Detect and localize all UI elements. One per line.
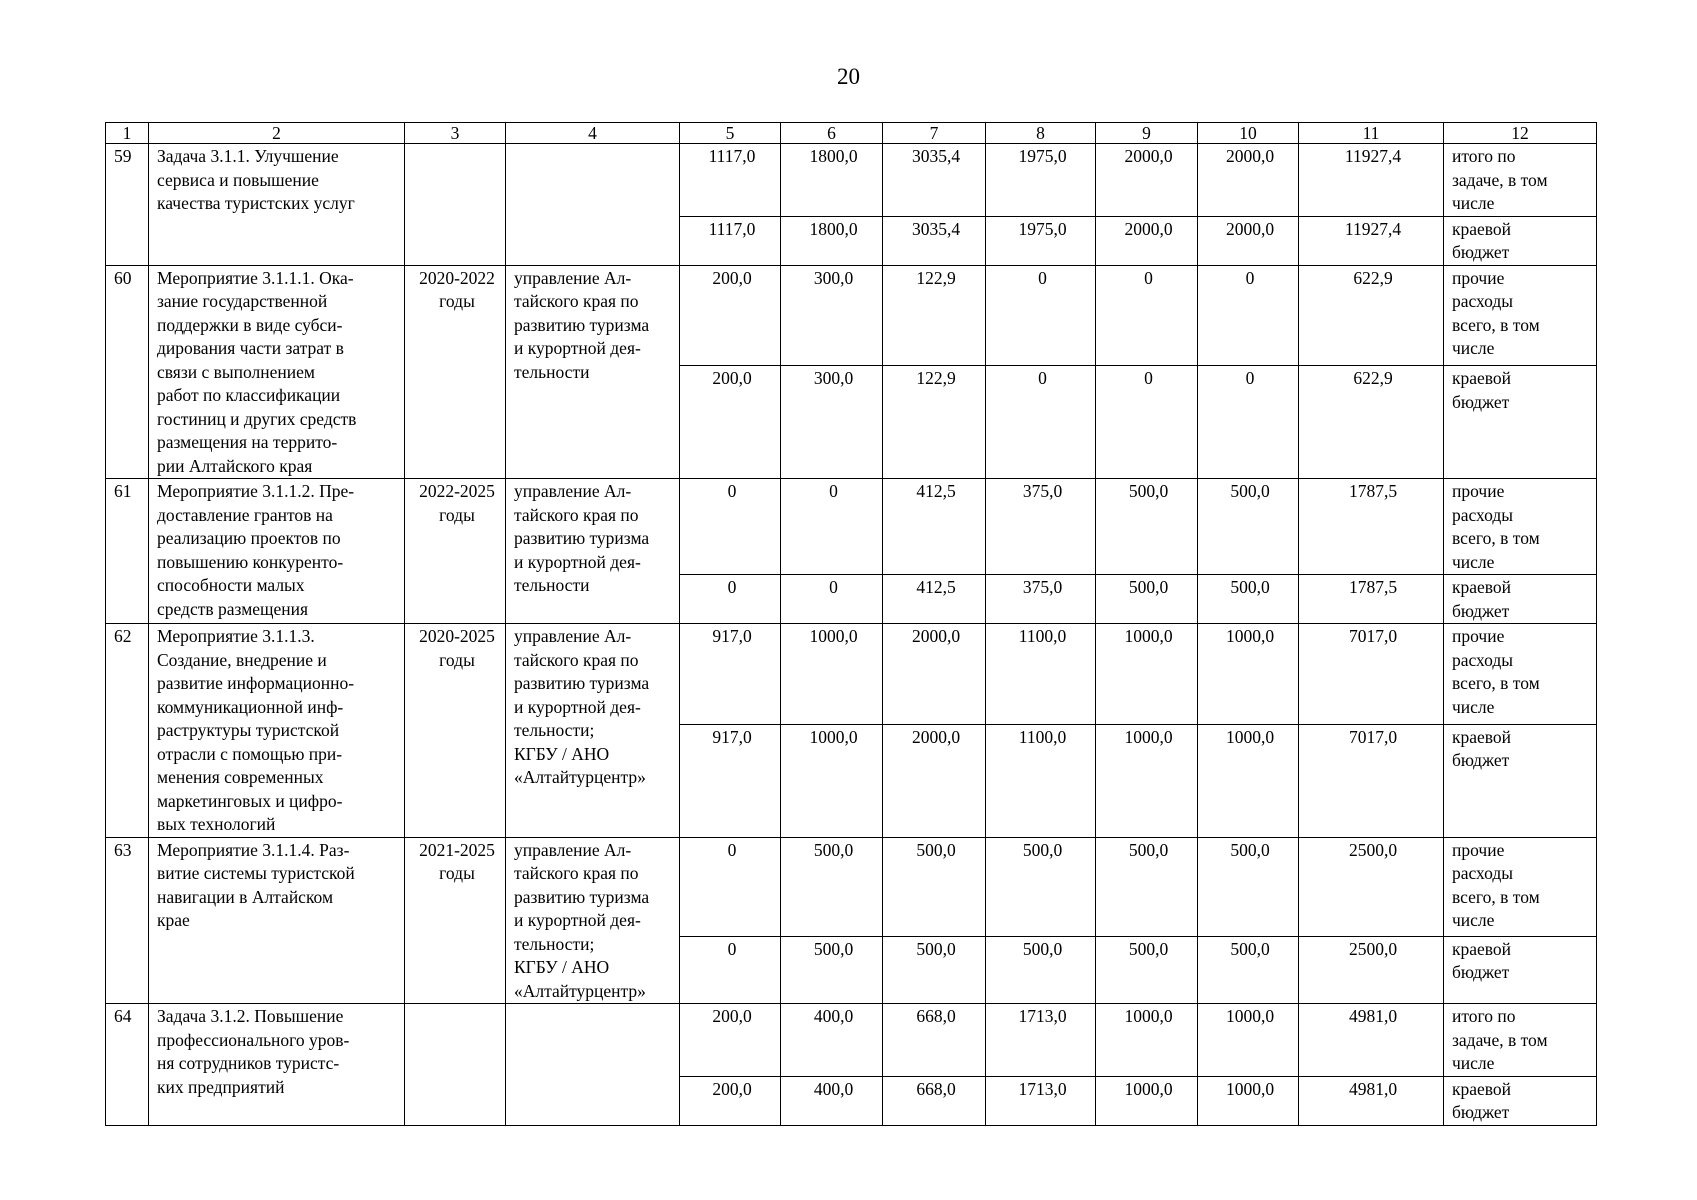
- row-name-line: Задача 3.1.2. Повышение: [157, 1006, 344, 1026]
- row-number: 60: [106, 265, 149, 479]
- row-name-line: работ по классификации: [157, 385, 341, 405]
- table-row: [106, 1004, 1597, 1077]
- funding-source-line: краевой: [1452, 577, 1512, 597]
- row-name-line: дирования части затрат в: [157, 338, 344, 358]
- funding-source-line: расходы: [1452, 291, 1514, 311]
- value-cell: 500,0: [1198, 479, 1299, 575]
- funding-source: [1444, 575, 1597, 624]
- row-period: [405, 479, 506, 624]
- row-number: 64: [106, 1004, 149, 1126]
- value-cell: 375,0: [986, 479, 1096, 575]
- funding-source-line: числе: [1452, 910, 1495, 930]
- row-name-line: связи с выполнением: [157, 361, 315, 382]
- row-name-line: ня сотрудников туристс-: [157, 1053, 340, 1073]
- value-cell: 622,9: [1299, 366, 1444, 479]
- row-executor-line: управление Ал-: [514, 626, 632, 646]
- column-header: 4: [506, 123, 680, 144]
- row-name-line: способности малых: [157, 575, 305, 595]
- value-cell: 1713,0: [986, 1004, 1096, 1077]
- row-period: [405, 1004, 506, 1126]
- row-executor-line: тайского края по: [514, 863, 639, 883]
- row-name-line: сервиса и повышение: [157, 169, 319, 190]
- row-name-line: реализацию проектов по: [157, 528, 341, 548]
- row-name-line: Мероприятие 3.1.1.3.: [157, 626, 315, 646]
- value-cell: 1787,5: [1299, 479, 1444, 575]
- funding-source: [1444, 144, 1597, 217]
- value-cell: 2000,0: [1096, 216, 1198, 265]
- table-row: [106, 837, 1597, 936]
- value-cell: 375,0: [986, 575, 1096, 624]
- funding-source-line: итого по: [1452, 1006, 1516, 1026]
- value-cell: 1000,0: [781, 624, 883, 725]
- column-header: 6: [781, 123, 883, 144]
- value-cell: 0: [680, 837, 781, 936]
- row-name-line: витие системы туристской: [157, 863, 355, 883]
- funding-source: [1444, 936, 1597, 1003]
- value-cell: 0: [680, 936, 781, 1003]
- value-cell: 11927,4: [1299, 216, 1444, 265]
- row-executor-line: КГБУ / АНО: [514, 743, 610, 764]
- row-executor-line: «Алтайтурцентр»: [514, 980, 646, 1001]
- row-name-line: отрасли с помощью при-: [157, 743, 343, 764]
- value-cell: 200,0: [680, 1076, 781, 1125]
- funding-source-line: краевой: [1452, 1078, 1512, 1099]
- row-name-line: повышению конкуренто-: [157, 551, 344, 572]
- table-row: [106, 479, 1597, 575]
- column-header: 5: [680, 123, 781, 144]
- row-executor-line: и курортной дея-: [514, 910, 641, 930]
- funding-source: [1444, 724, 1597, 837]
- value-cell: 500,0: [883, 936, 986, 1003]
- value-cell: 2000,0: [883, 724, 986, 837]
- row-name: [149, 837, 405, 1004]
- value-cell: 2000,0: [1198, 144, 1299, 217]
- value-cell: 2000,0: [1096, 144, 1198, 217]
- row-period-line: 2020-2025: [419, 626, 495, 646]
- row-name: [149, 1004, 405, 1126]
- value-cell: 122,9: [883, 366, 986, 479]
- row-executor-line: развитию туризма: [514, 673, 650, 693]
- funding-source-line: краевой: [1452, 938, 1512, 959]
- table-row: [106, 144, 1597, 217]
- funding-source-line: бюджет: [1452, 391, 1510, 412]
- value-cell: 3035,4: [883, 216, 986, 265]
- row-name-line: крае: [157, 910, 190, 930]
- funding-source-line: расходы: [1452, 863, 1514, 883]
- funding-source: [1444, 366, 1597, 479]
- row-period-line: годы: [439, 649, 475, 670]
- row-executor: [506, 265, 680, 479]
- value-cell: 622,9: [1299, 265, 1444, 366]
- funding-source-line: прочие: [1452, 481, 1505, 501]
- row-name-line: маркетинговых и цифро-: [157, 790, 343, 811]
- row-period: [405, 265, 506, 479]
- row-name-line: качества туристских услуг: [157, 193, 355, 213]
- value-cell: 11927,4: [1299, 144, 1444, 217]
- row-name-line: Мероприятие 3.1.1.4. Раз-: [157, 839, 350, 860]
- funding-source: [1444, 624, 1597, 725]
- row-executor: [506, 144, 680, 266]
- value-cell: 0: [986, 366, 1096, 479]
- value-cell: 500,0: [986, 936, 1096, 1003]
- funding-source-line: бюджет: [1452, 962, 1510, 983]
- row-executor-line: развитию туризма: [514, 314, 650, 335]
- row-period-line: 2022-2025: [419, 481, 495, 501]
- value-cell: 0: [781, 575, 883, 624]
- funding-source-line: прочие: [1452, 626, 1505, 646]
- row-name-line: развитие информационно-: [157, 673, 355, 693]
- table-row: [106, 624, 1597, 725]
- row-executor-line: управление Ал-: [514, 839, 632, 860]
- column-header: 8: [986, 123, 1096, 144]
- row-number: 63: [106, 837, 149, 1004]
- funding-source: [1444, 479, 1597, 575]
- value-cell: 4981,0: [1299, 1076, 1444, 1125]
- row-executor-line: тельности: [514, 575, 590, 595]
- funding-source-line: всего, в том: [1452, 886, 1540, 907]
- row-name-line: зание государственной: [157, 291, 328, 311]
- row-period: [405, 624, 506, 838]
- funding-source-line: краевой: [1452, 726, 1512, 747]
- funding-source: [1444, 1004, 1597, 1077]
- funding-source-line: всего, в том: [1452, 673, 1540, 693]
- row-executor-line: и курортной дея-: [514, 551, 641, 572]
- value-cell: 1975,0: [986, 144, 1096, 217]
- funding-source-line: числе: [1452, 551, 1495, 572]
- page-number: 20: [837, 64, 860, 89]
- value-cell: 2000,0: [883, 624, 986, 725]
- row-number: 62: [106, 624, 149, 838]
- row-name-line: Мероприятие 3.1.1.1. Ока-: [157, 267, 354, 288]
- value-cell: 1000,0: [1096, 1076, 1198, 1125]
- row-name: [149, 624, 405, 838]
- row-executor: [506, 479, 680, 624]
- value-cell: 3035,4: [883, 144, 986, 217]
- value-cell: 0: [1198, 366, 1299, 479]
- value-cell: 200,0: [680, 366, 781, 479]
- row-executor-line: развитию туризма: [514, 528, 650, 548]
- funding-source: [1444, 216, 1597, 265]
- funding-source-line: всего, в том: [1452, 314, 1540, 335]
- value-cell: 668,0: [883, 1004, 986, 1077]
- funding-source-line: числе: [1452, 696, 1495, 717]
- value-cell: 0: [1096, 366, 1198, 479]
- value-cell: 0: [1198, 265, 1299, 366]
- funding-source-line: бюджет: [1452, 750, 1510, 771]
- value-cell: 1100,0: [986, 624, 1096, 725]
- value-cell: 500,0: [1198, 837, 1299, 936]
- funding-source-line: бюджет: [1452, 600, 1510, 621]
- column-header: 9: [1096, 123, 1198, 144]
- value-cell: 1000,0: [1096, 624, 1198, 725]
- value-cell: 412,5: [883, 479, 986, 575]
- value-cell: 4981,0: [1299, 1004, 1444, 1077]
- row-executor-line: тайского края по: [514, 649, 639, 670]
- row-executor-line: тайского края по: [514, 504, 639, 525]
- row-name-line: ких предприятий: [157, 1076, 285, 1097]
- row-executor-line: и курортной дея-: [514, 338, 641, 358]
- funding-source: [1444, 837, 1597, 936]
- value-cell: 1117,0: [680, 144, 781, 217]
- row-executor-line: развитию туризма: [514, 886, 650, 907]
- row-name-line: профессионального уров-: [157, 1029, 350, 1050]
- column-header: 1: [106, 123, 149, 144]
- column-header: 3: [405, 123, 506, 144]
- value-cell: 668,0: [883, 1076, 986, 1125]
- value-cell: 122,9: [883, 265, 986, 366]
- value-cell: 0: [680, 479, 781, 575]
- funding-source-line: краевой: [1452, 218, 1512, 239]
- row-executor-line: «Алтайтурцентр»: [514, 767, 646, 787]
- value-cell: 412,5: [883, 575, 986, 624]
- value-cell: 2000,0: [1198, 216, 1299, 265]
- row-name-line: вых технологий: [157, 814, 276, 834]
- row-executor: [506, 837, 680, 1004]
- column-header: 2: [149, 123, 405, 144]
- funding-source-line: всего, в том: [1452, 528, 1540, 548]
- budget-table: [105, 122, 1597, 1126]
- value-cell: 1800,0: [781, 144, 883, 217]
- value-cell: 1100,0: [986, 724, 1096, 837]
- value-cell: 1000,0: [1096, 724, 1198, 837]
- value-cell: 400,0: [781, 1076, 883, 1125]
- funding-source-line: итого по: [1452, 146, 1516, 166]
- row-name-line: средств размещения: [157, 598, 309, 619]
- row-name-line: раструктуры туристской: [157, 720, 340, 740]
- row-name-line: коммуникационной инф-: [157, 696, 344, 717]
- value-cell: 1000,0: [1198, 624, 1299, 725]
- value-cell: 500,0: [883, 837, 986, 936]
- value-cell: 7017,0: [1299, 724, 1444, 837]
- funding-source-line: расходы: [1452, 649, 1514, 670]
- funding-source-line: задаче, в том: [1452, 1029, 1548, 1050]
- value-cell: 500,0: [1096, 575, 1198, 624]
- value-cell: 1000,0: [781, 724, 883, 837]
- value-cell: 0: [1096, 265, 1198, 366]
- column-header: 12: [1444, 123, 1597, 144]
- value-cell: 1800,0: [781, 216, 883, 265]
- value-cell: 2500,0: [1299, 837, 1444, 936]
- value-cell: 400,0: [781, 1004, 883, 1077]
- row-period: [405, 144, 506, 266]
- value-cell: 500,0: [781, 837, 883, 936]
- value-cell: 500,0: [1096, 837, 1198, 936]
- funding-source-line: краевой: [1452, 368, 1512, 389]
- value-cell: 500,0: [1198, 575, 1299, 624]
- funding-source: [1444, 1076, 1597, 1125]
- row-executor: [506, 624, 680, 838]
- value-cell: 500,0: [986, 837, 1096, 936]
- row-executor-line: тельности;: [514, 720, 595, 740]
- value-cell: 1787,5: [1299, 575, 1444, 624]
- row-name-line: размещения на террито-: [157, 432, 338, 452]
- column-header: 7: [883, 123, 986, 144]
- row-executor-line: управление Ал-: [514, 481, 632, 501]
- row-executor-line: тельности: [514, 361, 590, 382]
- value-cell: 500,0: [1096, 936, 1198, 1003]
- value-cell: 2500,0: [1299, 936, 1444, 1003]
- row-name-line: гостиниц и других средств: [157, 408, 357, 429]
- row-name-line: поддержки в виде субси-: [157, 314, 343, 335]
- value-cell: 7017,0: [1299, 624, 1444, 725]
- funding-source-line: числе: [1452, 1053, 1495, 1073]
- row-name-line: Задача 3.1.1. Улучшение: [157, 146, 339, 166]
- value-cell: 1000,0: [1198, 1076, 1299, 1125]
- row-name: [149, 144, 405, 266]
- row-number: 59: [106, 144, 149, 266]
- row-executor-line: тельности;: [514, 933, 595, 954]
- funding-source: [1444, 265, 1597, 366]
- row-executor-line: КГБУ / АНО: [514, 957, 610, 977]
- row-period-line: 2020-2022: [419, 267, 495, 288]
- row-period-line: 2021-2025: [419, 839, 495, 860]
- funding-source-line: прочие: [1452, 267, 1505, 288]
- value-cell: 1713,0: [986, 1076, 1096, 1125]
- row-executor-line: и курортной дея-: [514, 696, 641, 717]
- value-cell: 917,0: [680, 724, 781, 837]
- value-cell: 500,0: [781, 936, 883, 1003]
- row-period: [405, 837, 506, 1004]
- value-cell: 0: [986, 265, 1096, 366]
- row-name-line: Мероприятие 3.1.1.2. Пре-: [157, 481, 355, 501]
- value-cell: 917,0: [680, 624, 781, 725]
- column-header: 10: [1198, 123, 1299, 144]
- value-cell: 300,0: [781, 265, 883, 366]
- value-cell: 1117,0: [680, 216, 781, 265]
- row-name: [149, 479, 405, 624]
- value-cell: 300,0: [781, 366, 883, 479]
- row-executor-line: тайского края по: [514, 291, 639, 311]
- row-executor: [506, 1004, 680, 1126]
- funding-source-line: задаче, в том: [1452, 169, 1548, 190]
- column-number-row: [106, 123, 1597, 144]
- funding-source-line: числе: [1452, 338, 1495, 358]
- row-period-line: годы: [439, 863, 475, 883]
- column-header: 11: [1299, 123, 1444, 144]
- row-period-line: годы: [439, 504, 475, 525]
- row-name: [149, 265, 405, 479]
- row-name-line: Создание, внедрение и: [157, 649, 327, 670]
- row-name-line: доставление грантов на: [157, 504, 333, 525]
- value-cell: 500,0: [1096, 479, 1198, 575]
- table-row: [106, 265, 1597, 366]
- funding-source-line: бюджет: [1452, 1102, 1510, 1122]
- value-cell: 0: [680, 575, 781, 624]
- row-name-line: навигации в Алтайском: [157, 886, 334, 907]
- value-cell: 1975,0: [986, 216, 1096, 265]
- funding-source-line: прочие: [1452, 839, 1505, 860]
- row-number: 61: [106, 479, 149, 624]
- funding-source-line: расходы: [1452, 504, 1514, 525]
- row-executor-line: управление Ал-: [514, 267, 632, 288]
- row-period-line: годы: [439, 291, 475, 311]
- value-cell: 1000,0: [1198, 1004, 1299, 1077]
- value-cell: 1000,0: [1096, 1004, 1198, 1077]
- value-cell: 500,0: [1198, 936, 1299, 1003]
- row-name-line: менения современных: [157, 767, 324, 787]
- funding-source-line: числе: [1452, 193, 1495, 213]
- row-name-line: рии Алтайского края: [157, 455, 313, 476]
- value-cell: 1000,0: [1198, 724, 1299, 837]
- funding-source-line: бюджет: [1452, 242, 1510, 262]
- value-cell: 200,0: [680, 265, 781, 366]
- value-cell: 200,0: [680, 1004, 781, 1077]
- value-cell: 0: [781, 479, 883, 575]
